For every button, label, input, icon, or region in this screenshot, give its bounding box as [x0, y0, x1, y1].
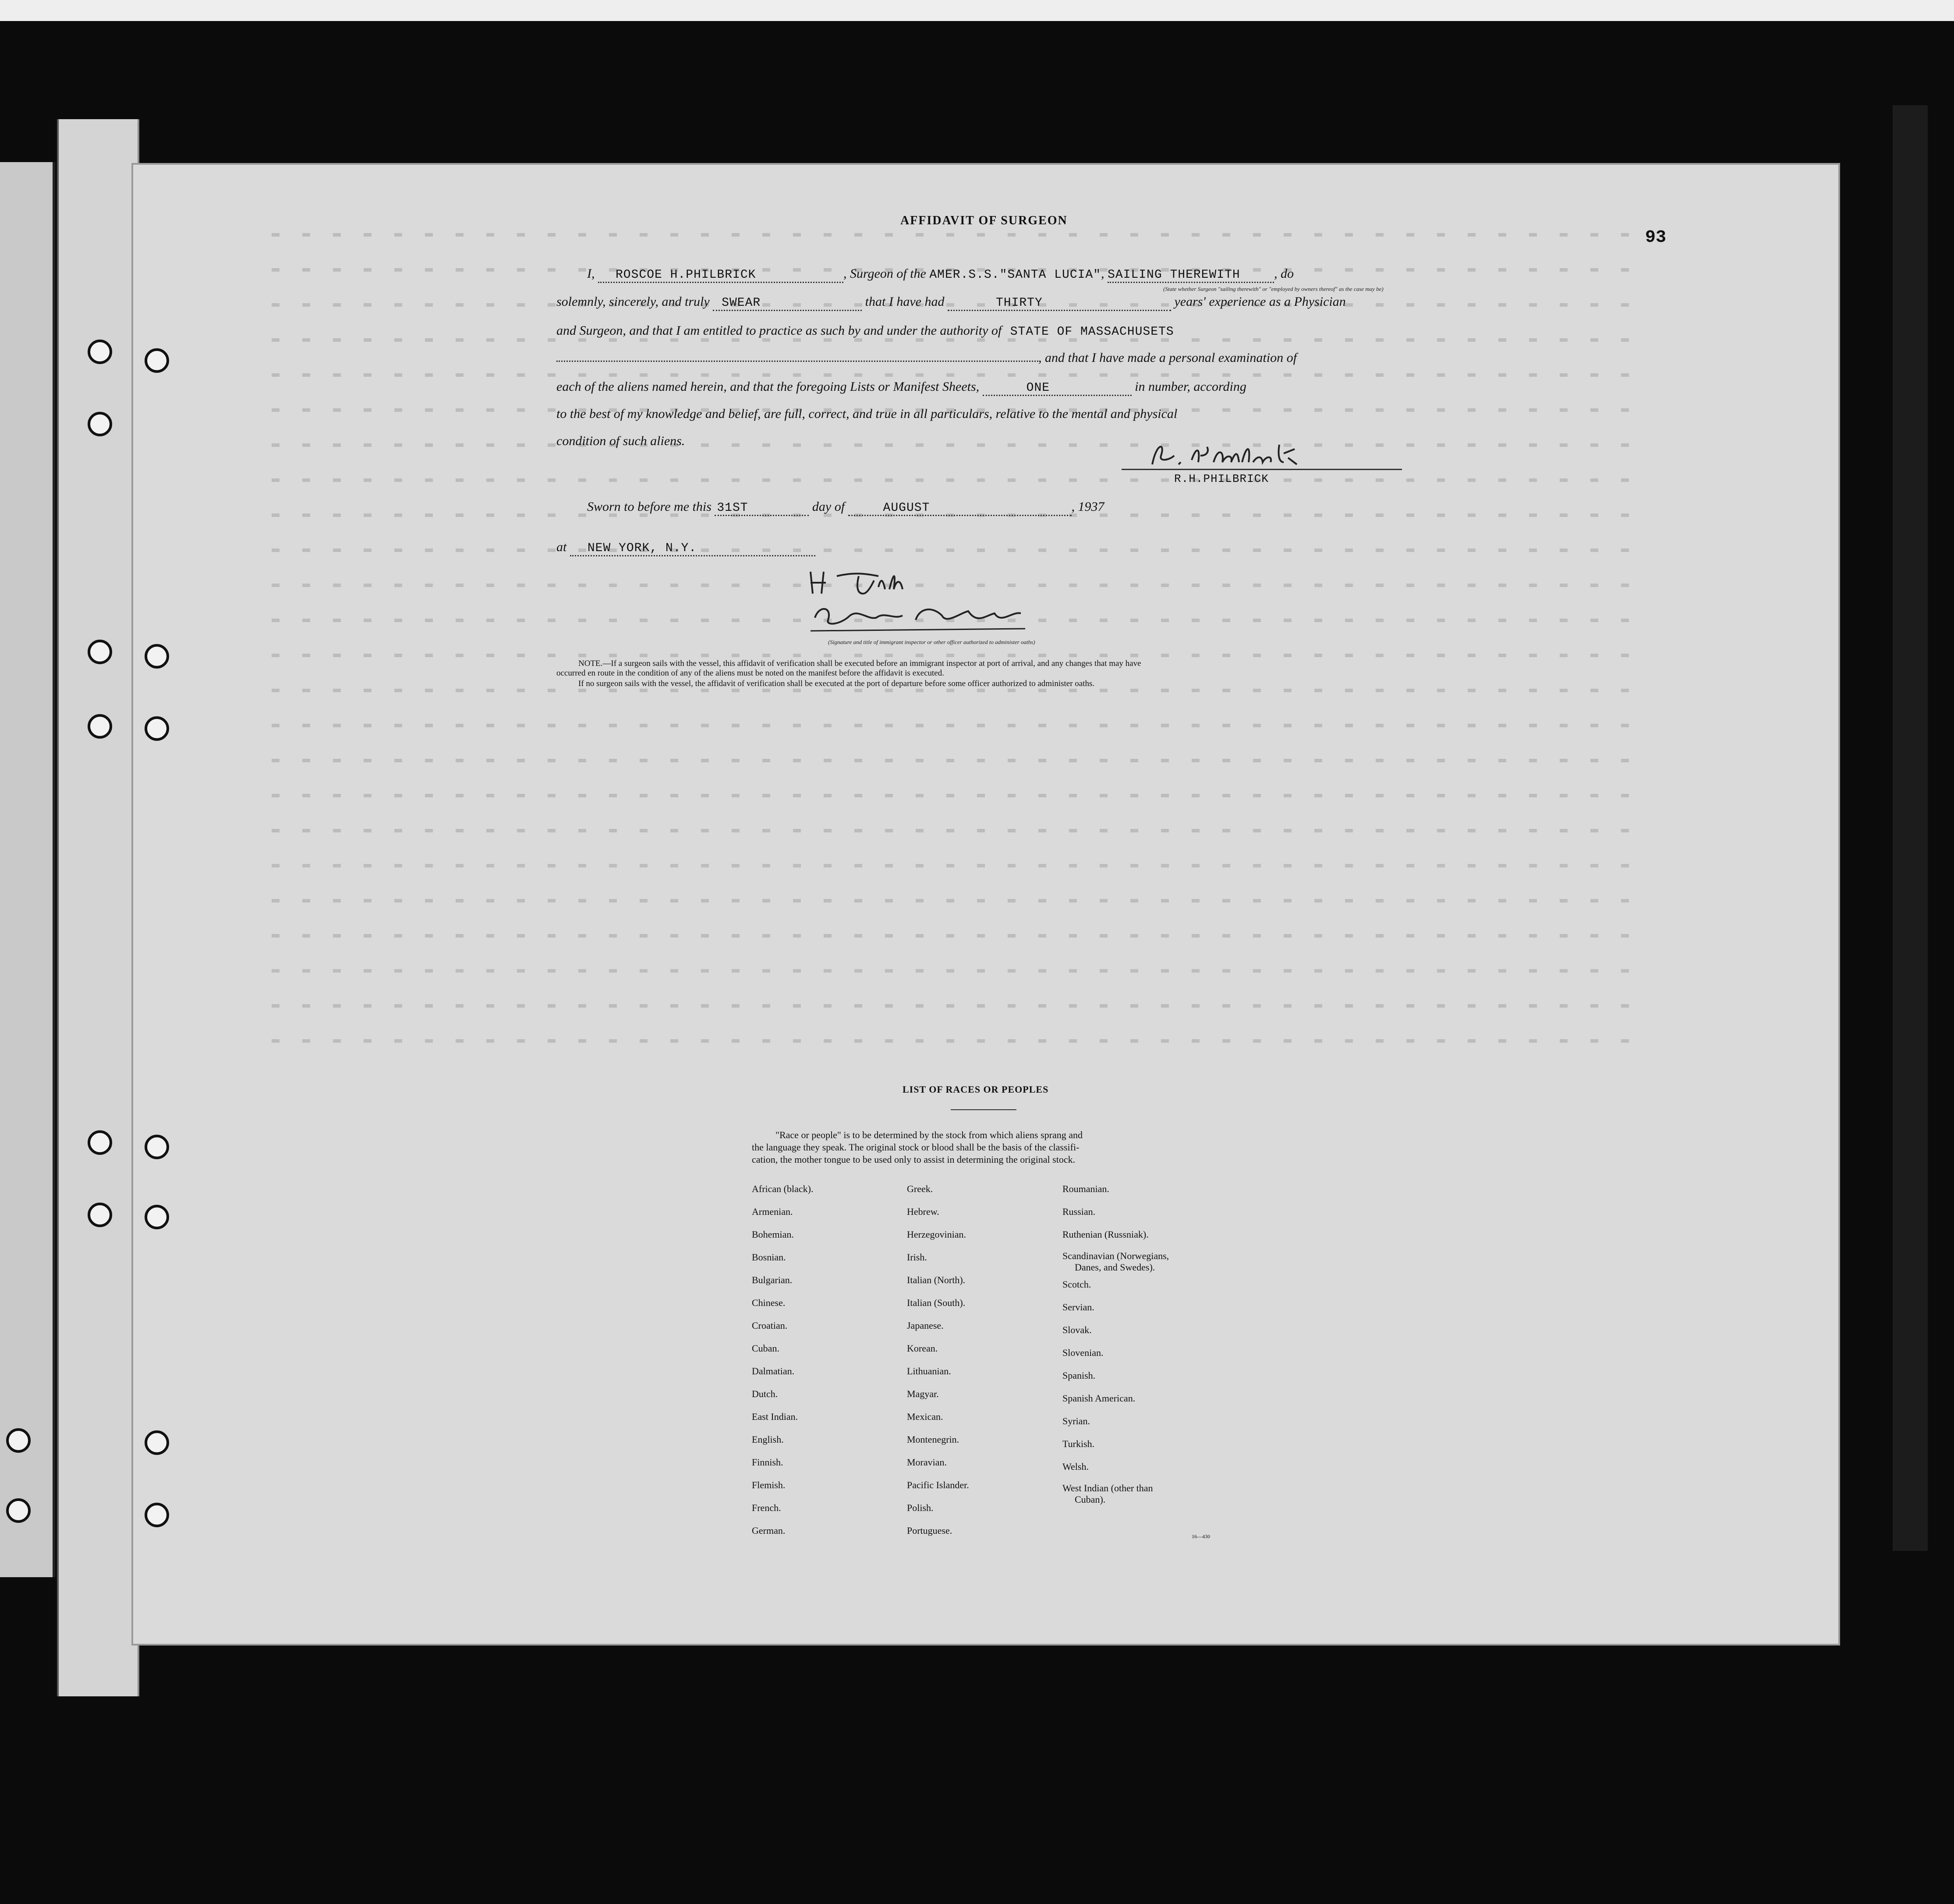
race-item: French. [752, 1502, 781, 1513]
race-item: Finnish. [752, 1457, 783, 1468]
binder-hole-icon [6, 1428, 31, 1453]
race-item: Danes, and Swedes). [1075, 1262, 1155, 1273]
inspector-signature [802, 563, 1117, 642]
affidavit-line-1: I, ROSCOE H.PHILBRICK , Surgeon of the AMER.S.S."SANTA LUCIA", SAILING THEREWITH , do [587, 266, 1294, 283]
form-code: 16—430 [1192, 1533, 1210, 1539]
sheets-count-field: ONE [983, 381, 1132, 396]
races-intro-3: cation, the mother tongue to be used only to assist in determining the original stock. [752, 1154, 1076, 1165]
race-item: Scandinavian (Norwegians, [1062, 1250, 1169, 1261]
race-item: Italian (South). [907, 1297, 966, 1308]
place-field: NEW YORK, N.Y. [570, 541, 815, 556]
race-item: Portuguese. [907, 1525, 952, 1536]
race-item: Croatian. [752, 1320, 788, 1331]
race-item: Bosnian. [752, 1252, 786, 1263]
races-title-rule [951, 1109, 1016, 1110]
race-item: Irish. [907, 1252, 927, 1263]
binder-hole-icon [88, 714, 112, 739]
race-item: Dutch. [752, 1388, 778, 1399]
left-page-edge [0, 162, 55, 1577]
race-item: Hebrew. [907, 1206, 939, 1217]
races-intro-2: the language they speak. The original stock or blood shall be the basis of the classifi- [752, 1142, 1080, 1153]
binder-hole-icon [145, 1430, 169, 1455]
race-item: Cuban. [752, 1343, 779, 1354]
binder-hole-icon [145, 348, 169, 373]
race-item: Spanish American. [1062, 1393, 1136, 1404]
sworn-line: Sworn to before me this 31ST day of AUGUST , 1937 [587, 499, 1104, 516]
race-item: Polish. [907, 1502, 934, 1513]
binder-hole-icon [145, 1135, 169, 1159]
race-item: East Indian. [752, 1411, 798, 1422]
race-item: Japanese. [907, 1320, 944, 1331]
affidavit-line-5: each of the aliens named herein, and that the foregoing Lists or Manifest Sheets, ONE in number, according [556, 379, 1246, 396]
race-item: Turkish. [1062, 1438, 1095, 1449]
race-item: Russian. [1062, 1206, 1096, 1217]
race-item: Servian. [1062, 1302, 1094, 1313]
affidavit-line-3: and Surgeon, and that I am entitled to practice as such by and under the authority of STATE OF MASSACHUSETS [556, 323, 1174, 339]
binder-hole-icon [88, 412, 112, 436]
oath-field: SWEAR [713, 296, 862, 311]
race-item: Montenegrin. [907, 1434, 959, 1445]
binder-hole-icon [6, 1498, 31, 1523]
races-intro-1: "Race or people" is to be determined by the stock from which aliens sprang and [775, 1129, 1083, 1140]
film-top-border [0, 0, 1954, 21]
race-item: Herzegovinian. [907, 1229, 966, 1240]
binder-hole-icon [88, 640, 112, 664]
races-column-3 [1062, 1178, 1169, 1505]
race-item: English. [752, 1434, 784, 1445]
page-number: 93 [1645, 228, 1667, 248]
race-item: Bulgarian. [752, 1274, 793, 1285]
surgeon-signature [1148, 438, 1341, 473]
affidavit-line-2: solemnly, sincerely, and truly SWEAR that I have had THIRTY years' experience as a Physician [556, 294, 1346, 311]
race-item: Bohemian. [752, 1229, 794, 1240]
race-item: Ruthenian (Russniak). [1062, 1229, 1149, 1240]
race-item: Pacific Islander. [907, 1479, 969, 1490]
race-item: Welsh. [1062, 1461, 1089, 1472]
race-item: West Indian (other than [1062, 1483, 1153, 1493]
race-item: Scotch. [1062, 1279, 1091, 1290]
sworn-month-field: AUGUST [848, 501, 1072, 516]
affidavit-line-4: , and that I have made a personal examination of [556, 350, 1297, 365]
binder-hole-icon [88, 1130, 112, 1155]
vessel-name: AMER.S.S."SANTA LUCIA" [929, 268, 1101, 282]
place-line: at NEW YORK, N.Y. [556, 540, 815, 556]
race-item: Korean. [907, 1343, 938, 1354]
sworn-day-field: 31ST [715, 501, 809, 516]
binder-hole-icon [145, 1503, 169, 1527]
sworn-year: 37 [1091, 499, 1104, 514]
note-line-2: occurred en route in the condition of any of the aliens must be noted on the manifest before the affidavit is executed. [556, 669, 944, 678]
race-item: Magyar. [907, 1388, 939, 1399]
race-item: Cuban). [1075, 1494, 1106, 1505]
binder-hole-icon [88, 1203, 112, 1227]
note-line-3: If no surgeon sails with the vessel, the affidavit of verification shall be executed at the port of departure before some officer authorized to administer oaths. [578, 679, 1095, 688]
binder-hole-icon [88, 340, 112, 364]
race-item: German. [752, 1525, 786, 1536]
note-line-1: NOTE.—If a surgeon sails with the vessel, this affidavit of verification shall be executed before an immigrant inspector at port of arrival, and any changes that may have [578, 659, 1141, 668]
race-item: Roumanian. [1062, 1183, 1109, 1194]
binder-hole-icon [145, 716, 169, 741]
race-item: Italian (North). [907, 1274, 966, 1285]
race-item: Greek. [907, 1183, 933, 1194]
sailing-status-note: (State whether Surgeon "sailing therewith" or "employed by owners thereof" as the case may be) [1163, 286, 1384, 292]
race-item: Slovak. [1062, 1324, 1092, 1335]
race-item: Armenian. [752, 1206, 793, 1217]
race-item: Dalmatian. [752, 1366, 795, 1377]
race-item: Chinese. [752, 1297, 786, 1308]
right-page-edge [1893, 105, 1928, 1551]
races-column-2 [907, 1178, 969, 1542]
sailing-status-field: SAILING THEREWITH [1108, 268, 1274, 283]
affidavit-line-6: to the best of my knowledge and belief, are full, correct, and true in all particulars, relative to the mental and physical [556, 407, 1178, 421]
binder-hole-icon [145, 1205, 169, 1229]
years-field: THIRTY [948, 296, 1171, 311]
authority-field: STATE OF MASSACHUSETS [1010, 325, 1174, 339]
race-item: African (black). [752, 1183, 814, 1194]
race-item: Flemish. [752, 1479, 786, 1490]
signature-printed-name: R.H.PHILBRICK [1174, 472, 1269, 485]
race-item: Mexican. [907, 1411, 943, 1422]
inspector-caption: (Signature and title of immigrant inspector or other officer authorized to administer oaths) [828, 639, 1035, 645]
races-title: LIST OF RACES OR PEOPLES [903, 1084, 1049, 1095]
race-item: Syrian. [1062, 1416, 1090, 1426]
blank-field [556, 361, 1038, 362]
race-item: Spanish. [1062, 1370, 1096, 1381]
affidavit-line-7: condition of such aliens. [556, 434, 685, 448]
race-item: Slovenian. [1062, 1347, 1104, 1358]
race-item: Lithuanian. [907, 1366, 951, 1377]
binder-hole-icon [145, 644, 169, 669]
affidavit-title: AFFIDAVIT OF SURGEON [900, 214, 1068, 227]
surgeon-name-field: ROSCOE H.PHILBRICK [598, 268, 843, 283]
race-item: Moravian. [907, 1457, 947, 1468]
races-column-1 [752, 1178, 813, 1542]
signature-line [1122, 469, 1402, 470]
